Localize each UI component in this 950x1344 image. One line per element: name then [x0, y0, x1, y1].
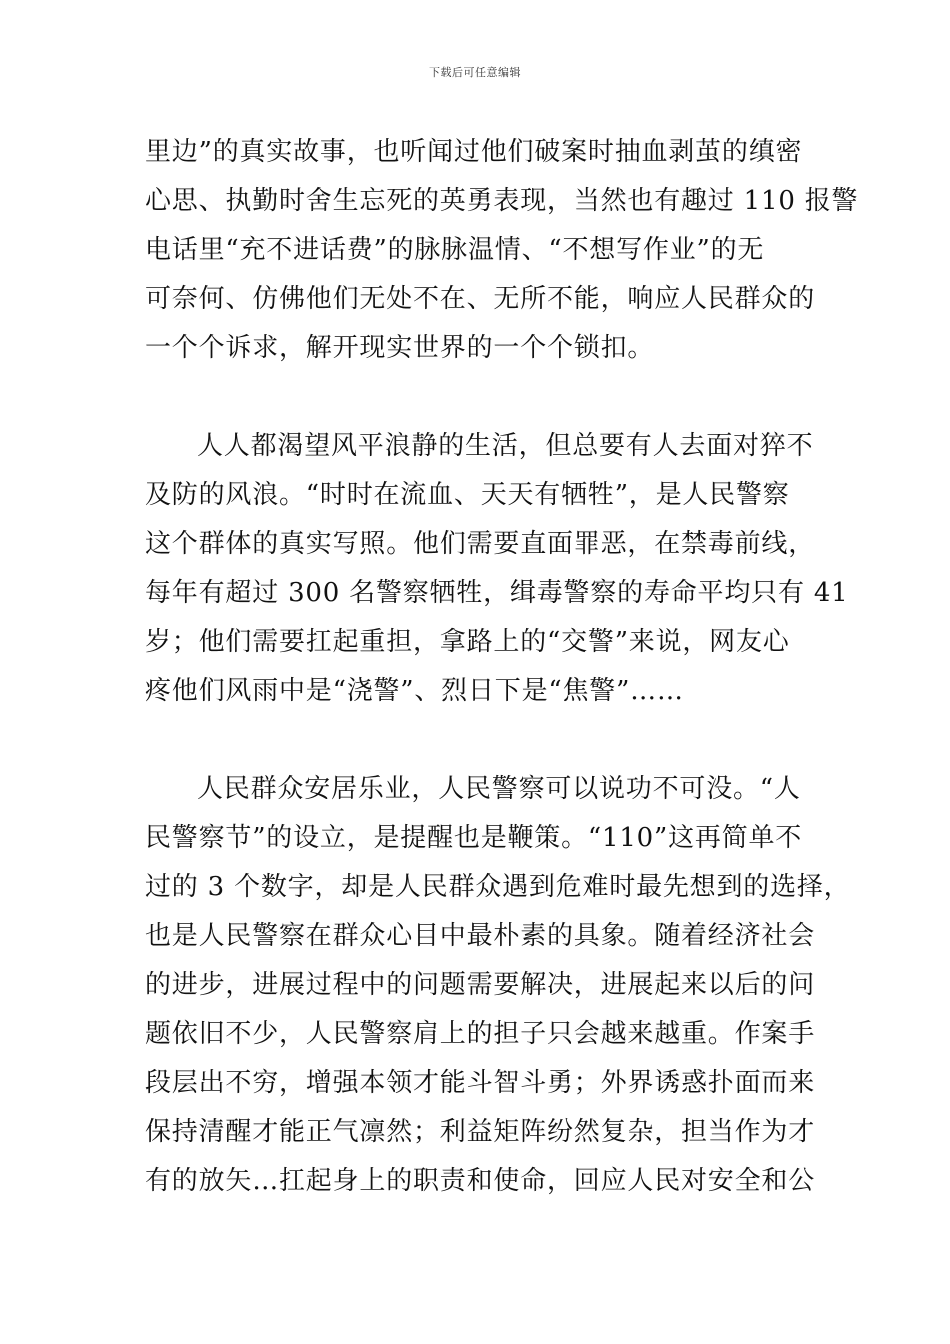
document-body [145, 128, 859, 1206]
text-line: 这个群体的真实写照。他们需要直面罪恶，在禁毒前线， [145, 529, 816, 559]
paragraph-spacer [145, 716, 810, 765]
text-line: 每年有超过 300 名警察牺牲，缉毒警察的寿命平均只有 41 [145, 578, 849, 608]
text-line: 保持清醒才能正气凛然；利益矩阵纷然复杂，担当作为才 [145, 1117, 816, 1147]
text-line: 里边”的真实故事，也听闻过他们破案时抽血剥茧的缜密 [145, 137, 803, 167]
text-line: 疼他们风雨中是“浇警”、烈日下是“焦警”…… [145, 676, 684, 706]
text-line: 也是人民警察在群众心目中最朴素的具象。随着经济社会 [145, 921, 816, 951]
paragraph [145, 422, 849, 716]
text-line: 题依旧不少，人民警察肩上的担子只会越来越重。作案手 [145, 1019, 816, 1049]
text-line: 岁；他们需要扛起重担，拿路上的“交警”来说，网友心 [145, 627, 790, 657]
text-line: 的进步，进展过程中的问题需要解决，进展起来以后的问 [145, 970, 816, 1000]
paragraph [145, 128, 859, 373]
page-header: 下载后可任意编辑 [429, 66, 521, 79]
text-line: 电话里“充不进话费”的脉脉温情、“不想写作业”的无 [145, 235, 765, 265]
text-line: 过的 3 个数字，却是人民群众遇到危难时最先想到的选择， [145, 872, 851, 902]
paragraph [145, 765, 851, 1206]
text-line: 人民群众安居乐业，人民警察可以说功不可没。“人 [197, 774, 801, 804]
text-line: 可奈何、仿佛他们无处不在、无所不能，响应人民群众的 [145, 284, 816, 314]
text-line: 一个个诉求，解开现实世界的一个个锁扣。 [145, 333, 655, 363]
paragraph-spacer [145, 373, 810, 422]
text-line: 心思、执勤时舍生忘死的英勇表现，当然也有趣过 110 报警 [145, 186, 859, 216]
text-line: 民警察节”的设立，是提醒也是鞭策。“110”这再简单不 [145, 823, 803, 853]
text-line: 人人都渴望风平浪静的生活，但总要有人去面对猝不 [197, 431, 814, 461]
text-line: 有的放矢…扛起身上的职责和使命，回应人民对安全和公 [145, 1166, 816, 1196]
text-line: 及防的风浪。“时时在流血、天天有牺牲”，是人民警察 [145, 480, 790, 510]
text-line: 段层出不穷，增强本领才能斗智斗勇；外界诱惑扑面而来 [145, 1068, 816, 1098]
